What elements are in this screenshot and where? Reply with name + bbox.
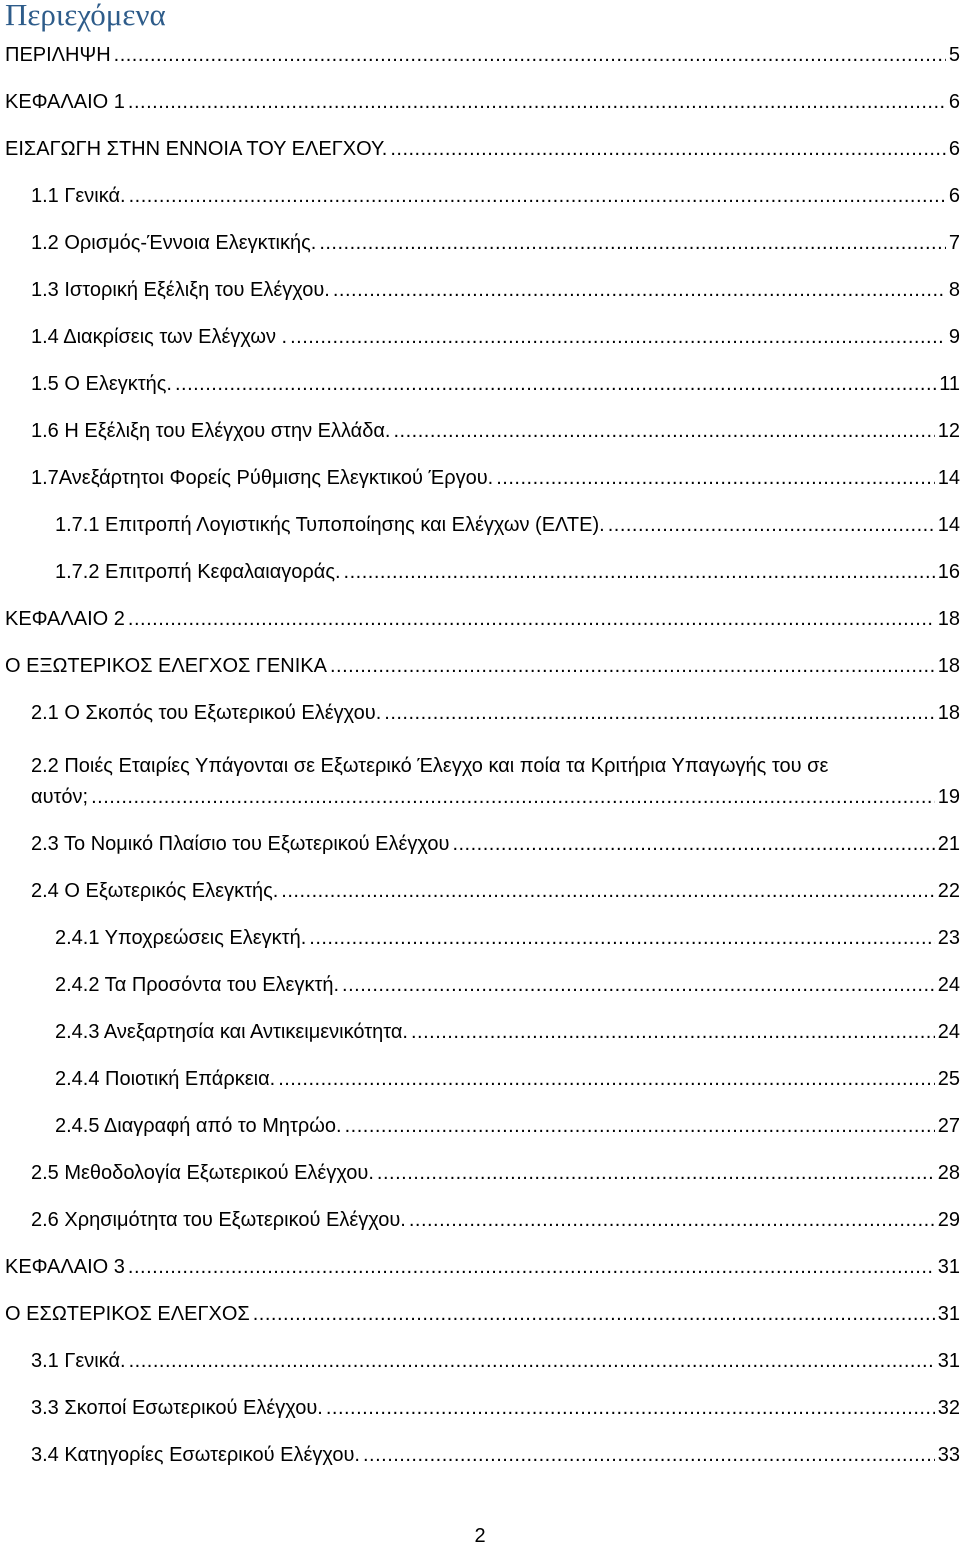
page-number: 31 <box>937 1303 960 1325</box>
toc-entry-2-6[interactable] <box>31 1208 960 1232</box>
entry-text: 1.7.1 Επιτροπή Λογιστικής Τυποποίησης και Ελέγχων (ΕΛΤΕ). <box>55 514 605 536</box>
entry-text: ΕΙΣΑΓΩΓΗ ΣΤΗΝ ΕΝΝΟΙΑ ΤΟΥ ΕΛΕΓΧΟΥ. <box>5 138 388 160</box>
page-number: 31 <box>937 1256 960 1278</box>
toc-entry-1-7-2[interactable] <box>55 560 960 584</box>
page-number: 9 <box>948 326 960 348</box>
toc-entry-3-4[interactable] <box>31 1443 960 1467</box>
entry-text: 1.3 Ιστορική Εξέλιξη του Ελέγχου. <box>31 279 330 301</box>
toc-entry-2-3[interactable] <box>31 832 960 856</box>
page-number: 19 <box>937 786 960 808</box>
toc-entry-2-1[interactable] <box>31 701 960 725</box>
dot-leader <box>128 607 935 631</box>
dot-leader <box>129 1349 935 1373</box>
dot-leader <box>345 1114 935 1138</box>
toc-entry-2-4-1[interactable] <box>55 926 960 950</box>
toc-entry-1-3[interactable] <box>31 278 960 302</box>
toc-entry-summary[interactable] <box>5 43 960 67</box>
entry-text: 1.2 Ορισμός-Έννοια Ελεγκτικής. <box>31 232 317 254</box>
page-number: 6 <box>948 91 960 113</box>
dot-leader <box>394 419 935 443</box>
toc-entry-2-2[interactable] <box>31 748 960 809</box>
page-number: 23 <box>937 927 960 949</box>
entry-text: ΠΕΡΙΛΗΨΗ <box>5 44 111 66</box>
dot-leader <box>496 466 935 490</box>
page-number: 14 <box>937 467 960 489</box>
dot-leader <box>128 90 946 114</box>
page-number: 24 <box>937 1021 960 1043</box>
entry-text: 2.4.1 Υποχρεώσεις Ελεγκτή. <box>55 927 307 949</box>
page-number: 32 <box>937 1397 960 1419</box>
page-number: 18 <box>937 608 960 630</box>
page-number: 16 <box>937 561 960 583</box>
page-number: 18 <box>937 702 960 724</box>
toc-title: Περιεχόμενα <box>5 0 166 32</box>
entry-text: 2.4 Ο Εξωτερικός Ελεγκτής. <box>31 880 279 902</box>
dot-leader <box>344 560 935 584</box>
page-number: 31 <box>937 1350 960 1372</box>
page-number: 24 <box>937 974 960 996</box>
page-number: 11 <box>939 373 960 395</box>
entry-text: Ο ΕΞΩΤΕΡΙΚΟΣ ΕΛΕΓΧΟΣ ΓΕΝΙΚΑ <box>5 655 327 677</box>
page-number: 28 <box>937 1162 960 1184</box>
toc-entry-chapter-3[interactable] <box>5 1255 960 1279</box>
entry-text: 2.4.2 Τα Προσόντα του Ελεγκτή. <box>55 974 340 996</box>
toc-entry-1-7[interactable] <box>31 466 960 490</box>
dot-leader <box>333 278 946 302</box>
entry-text: 2.6 Χρησιμότητα του Εξωτερικού Ελέγχου. <box>31 1209 406 1231</box>
entry-text: 2.3 Το Νομικό Πλαίσιο του Εξωτερικού Ελέγχου <box>31 833 450 855</box>
toc-entry-intro[interactable] <box>5 137 960 161</box>
entry-text: ΚΕΦΑΛΑΙΟ 1 <box>5 91 125 113</box>
dot-leader <box>129 184 946 208</box>
page-number: 18 <box>937 655 960 677</box>
page-number: 29 <box>937 1209 960 1231</box>
page-number: 27 <box>937 1115 960 1137</box>
dot-leader <box>390 137 946 161</box>
entry-text: 2.4.4 Ποιοτική Επάρκεια. <box>55 1068 276 1090</box>
entry-text: 2.5 Μεθοδολογία Εξωτερικού Ελέγχου. <box>31 1162 374 1184</box>
page-number: 8 <box>948 279 960 301</box>
dot-leader <box>175 372 936 396</box>
page-number: 21 <box>937 833 960 855</box>
entry-text-line-1: 2.2 Ποιές Εταιρίες Υπάγονται σε Εξωτερικό Έλεγχο και ποία τα Κριτήρια Υπαγωγής του σε <box>31 755 829 777</box>
toc-entry-chapter-1[interactable] <box>5 90 960 114</box>
dot-leader <box>91 785 935 809</box>
toc-entry-1-7-1[interactable] <box>55 513 960 537</box>
entry-text: 3.1 Γενικά. <box>31 1350 126 1372</box>
dot-leader <box>452 832 934 856</box>
dot-leader <box>128 1255 935 1279</box>
dot-leader <box>278 1067 935 1091</box>
toc-entry-2-5[interactable] <box>31 1161 960 1185</box>
page-number: 22 <box>937 880 960 902</box>
dot-leader <box>608 513 935 537</box>
toc-entry-internal-audit[interactable] <box>5 1302 960 1326</box>
page-number: 6 <box>948 185 960 207</box>
dot-leader <box>342 973 935 997</box>
entry-text: 2.1 Ο Σκοπός του Εξωτερικού Ελέγχου. <box>31 702 382 724</box>
entry-text: 1.7.2 Επιτροπή Κεφαλαιαγοράς. <box>55 561 341 583</box>
page-footer-number: 2 <box>474 1525 486 1547</box>
toc-entry-1-1[interactable] <box>31 184 960 208</box>
dot-leader <box>114 43 946 67</box>
entry-text: ΚΕΦΑΛΑΙΟ 3 <box>5 1256 125 1278</box>
page-number: 12 <box>937 420 960 442</box>
toc-entry-1-6[interactable] <box>31 419 960 443</box>
toc-entry-2-4-5[interactable] <box>55 1114 960 1138</box>
entry-text: ΚΕΦΑΛΑΙΟ 2 <box>5 608 125 630</box>
entry-text: 3.4 Κατηγορίες Εσωτερικού Ελέγχου. <box>31 1444 360 1466</box>
entry-text: 1.6 Η Εξέλιξη του Ελέγχου στην Ελλάδα. <box>31 420 391 442</box>
dot-leader <box>319 231 946 255</box>
dot-leader <box>309 926 934 950</box>
dot-leader <box>377 1161 935 1185</box>
entry-text: 2.4.5 Διαγραφή από το Μητρώο. <box>55 1115 342 1137</box>
dot-leader <box>330 654 935 678</box>
page-number: 6 <box>948 138 960 160</box>
page-number: 25 <box>937 1068 960 1090</box>
dot-leader <box>363 1443 935 1467</box>
toc-entry-1-5[interactable] <box>31 372 960 396</box>
dot-leader <box>411 1020 935 1044</box>
toc-entry-1-4[interactable] <box>31 325 960 349</box>
toc-entry-3-3[interactable] <box>31 1396 960 1420</box>
entry-text: 1.5 Ο Ελεγκτής. <box>31 373 172 395</box>
page-number: 14 <box>937 514 960 536</box>
entry-text: 1.7Ανεξάρτητοι Φορείς Ρύθμισης Ελεγκτικού Έργου. <box>31 467 494 489</box>
toc-entry-2-4-2[interactable] <box>55 973 960 997</box>
entry-text: Ο ΕΣΩΤΕΡΙΚΟΣ ΕΛΕΓΧΟΣ <box>5 1303 250 1325</box>
page-number: 5 <box>948 44 960 66</box>
toc-entry-2-4[interactable] <box>31 879 960 903</box>
toc-entry-external-audit[interactable] <box>5 654 960 678</box>
dot-leader <box>326 1396 935 1420</box>
toc-entry-2-4-3[interactable] <box>55 1020 960 1044</box>
toc-entry-chapter-2[interactable] <box>5 607 960 631</box>
dot-leader <box>290 325 946 349</box>
dot-leader <box>253 1302 935 1326</box>
page-number: 33 <box>937 1444 960 1466</box>
toc-entry-2-4-4[interactable] <box>55 1067 960 1091</box>
entry-text: 2.4.3 Ανεξαρτησία και Αντικειμενικότητα. <box>55 1021 408 1043</box>
entry-text: 1.4 Διακρίσεις των Ελέγχων . <box>31 326 288 348</box>
entry-text: αυτόν; <box>31 786 89 808</box>
toc-entry-3-1[interactable] <box>31 1349 960 1373</box>
entry-text: 3.3 Σκοποί Εσωτερικού Ελέγχου. <box>31 1397 323 1419</box>
dot-leader <box>281 879 934 903</box>
toc-entry-1-2[interactable] <box>31 231 960 255</box>
page-number: 7 <box>948 232 960 254</box>
dot-leader <box>384 701 934 725</box>
dot-leader <box>409 1208 935 1232</box>
entry-text: 1.1 Γενικά. <box>31 185 126 207</box>
